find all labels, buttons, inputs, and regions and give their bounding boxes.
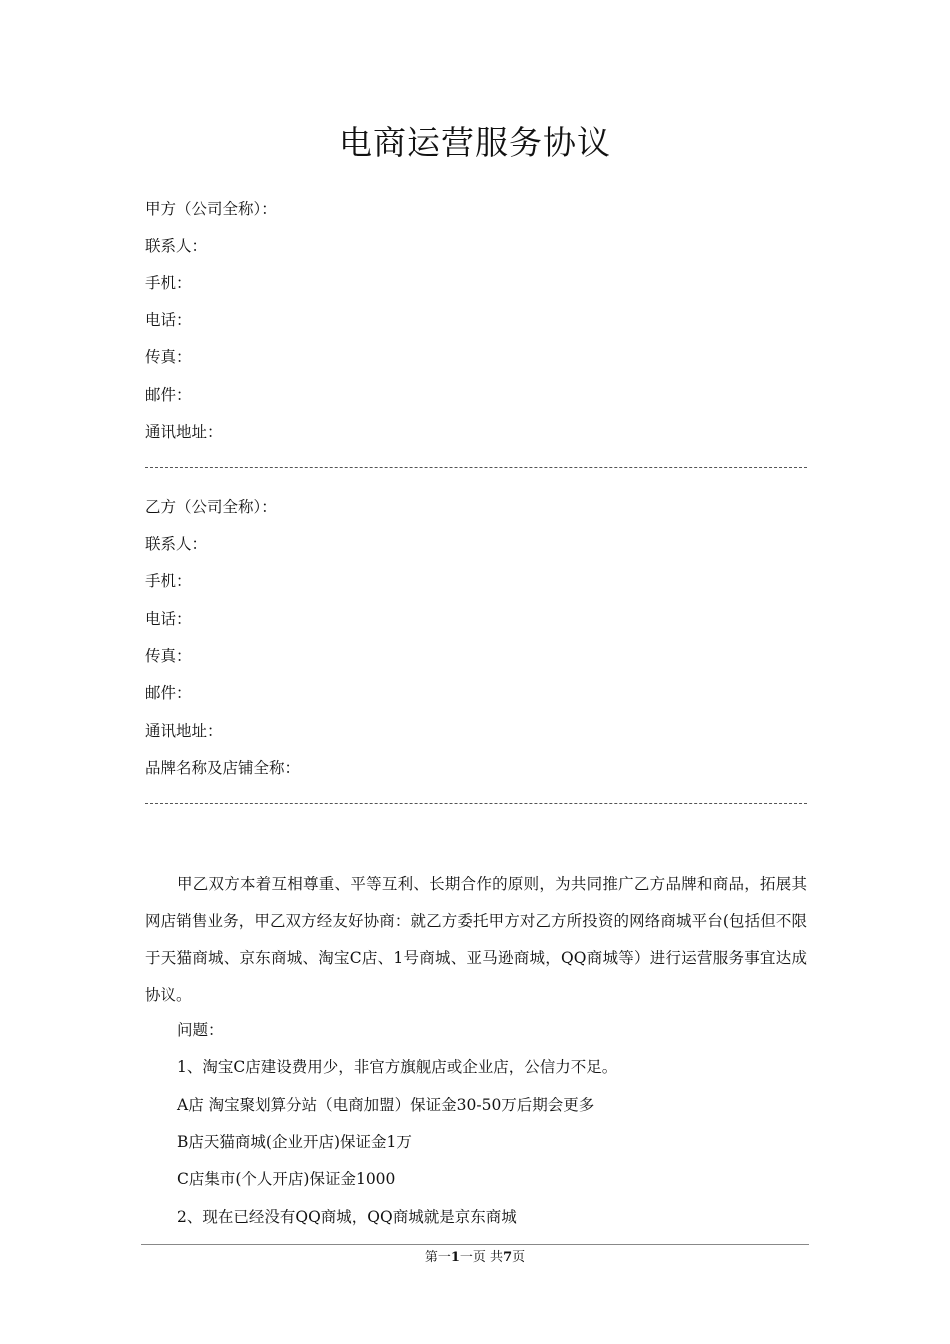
store-type-c: C店集市(个人开店)保证金1000	[177, 1170, 396, 1188]
footer-page-number: 1	[450, 1250, 460, 1265]
footer-rule	[141, 1244, 809, 1245]
party-a-fax-field: 传真：	[145, 348, 192, 366]
party-a-name-field: 甲方（公司全称）：	[145, 200, 277, 218]
party-b-phone-field: 电话：	[145, 610, 192, 628]
footer-suffix: 页	[512, 1250, 526, 1265]
footer-prefix: 第一	[424, 1250, 451, 1265]
party-b-address-field: 通讯地址：	[145, 722, 223, 740]
separator-dashed-a	[145, 467, 807, 468]
document-title: 电商运营服务协议	[339, 123, 611, 162]
separator-dashed-b	[145, 803, 807, 804]
store-type-b: B店天猫商城(企业开店)保证金1万	[177, 1133, 412, 1151]
store-type-a: A店 淘宝聚划算分站（电商加盟）保证金30-50万后期会更多	[177, 1096, 595, 1114]
party-b-brand-field: 品牌名称及店铺全称：	[145, 759, 301, 777]
party-a-phone-field: 电话：	[145, 311, 192, 329]
question-2: 2、现在已经没有QQ商城，QQ商城就是京东商城	[177, 1208, 517, 1226]
footer-middle: 一页 共	[459, 1250, 504, 1265]
party-b-contact-field: 联系人：	[145, 535, 208, 553]
party-b-fax-field: 传真：	[145, 647, 192, 665]
footer-total-pages: 7	[503, 1250, 513, 1265]
party-a-address-field: 通讯地址：	[145, 423, 223, 441]
party-a-mobile-field: 手机：	[145, 274, 192, 292]
page-footer	[0, 1249, 950, 1267]
party-a-contact-field: 联系人：	[145, 237, 208, 255]
party-b-mobile-field: 手机：	[145, 572, 192, 590]
questions-heading: 问题：	[177, 1021, 224, 1039]
party-b-email-field: 邮件：	[145, 684, 192, 702]
party-a-email-field: 邮件：	[145, 386, 192, 404]
question-1: 1、淘宝C店建设费用少，非官方旗舰店或企业店，公信力不足。	[177, 1058, 618, 1076]
intro-paragraph: 甲乙双方本着互相尊重、平等互利、长期合作的原则，为共同推广乙方品牌和商品，拓展其网店销售业务，甲乙双方经友好协商：就乙方委托甲方对乙方所投资的网络商城平台(包括但不限于天猫商城、京东商城、淘宝C店、1号商城、亚马逊商城，QQ商城等）进行运营服务事宜达成协议。	[145, 875, 807, 1004]
party-b-name-field: 乙方（公司全称）：	[145, 498, 277, 516]
